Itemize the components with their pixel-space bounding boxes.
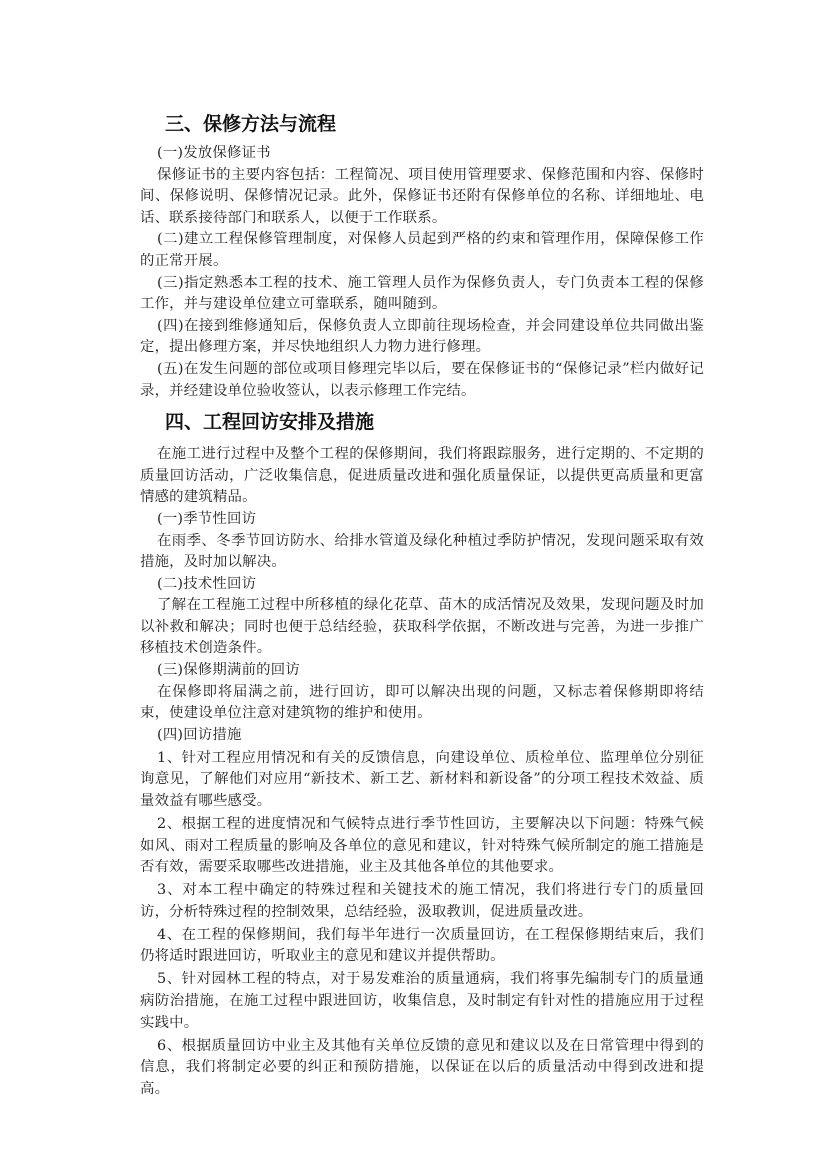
subheading: (三)保修期满前的回访 [157,662,300,679]
paragraph: 在雨季、冬季节回访防水、给排水管道及绿化种植过季防护情况，发现问题采取有效措施，及时加以解决。 [140,532,704,571]
subheading: (一)季节性回访 [157,510,257,527]
paragraph: (三)指定熟悉本工程的技术、施工管理人员作为保修负责人，专门负责本工程的保修工作，并与建设单位建立可靠联系，随叫随到。 [140,274,704,313]
document-page [140,110,704,1100]
numbered-item: 3、对本工程中确定的特殊过程和关键技术的施工情况，我们将进行专门的质量回访，分析特殊过程的控制效果，总结经验，汲取教训，促进质量改进。 [140,882,704,920]
paragraph: (二)建立工程保修管理制度，对保修人员起到严格的约束和管理作用，保障保修工作的正常开展。 [140,231,704,269]
paragraph: 在保修即将届满之前，进行回访，即可以解决出现的问题，又标志着保修期即将结束，使建设单位注意对建筑物的维护和使用。 [140,683,704,722]
paragraph: (四)在接到维修通知后，保修负责人立即前往现场检查，并会同建设单位共同做出鉴定，提出修理方案，并尽快地组织人力物力进行修理。 [140,317,704,356]
numbered-item: 5、针对园林工程的特点，对于易发难治的质量通病，我们将事先编制专门的质量通病防治措施，在施工过程中跟进回访，收集信息，及时制定有针对性的措施应用于过程实践中。 [140,971,704,1031]
numbered-item: 6、根据质量回访中业主及其他有关单位反馈的意见和建议以及在日常管理中得到的信息，我们将制定必要的纠正和预防措施，以保证在以后的质量活动中得到改进和提高。 [140,1037,704,1097]
subheading: (四)回访措施 [157,726,242,743]
paragraph: 了解在工程施工过程中所移植的绿化花草、苗木的成活情况及效果，发现问题及时加以补救和解决；同时也便于总结经验，获取科学依据，不断改进与完善，为进一步推广移植技术创造条件。 [140,597,704,657]
section-heading-revisit: 四、工程回访安排及措施 [165,411,375,434]
paragraph: 在施工进行过程中及整个工程的保修期间，我们将跟踪服务，进行定期的、不定期的质量回访活动，广泛收集信息，促进质量改进和强化质量保证，以提供更高质量和更富情感的建筑精品。 [140,446,704,506]
numbered-item: 2、根据工程的进度情况和气候特点进行季节性回访，主要解决以下问题：特殊气候如风、雨对工程质量的影响及各单位的意见和建议，针对特殊气候所制定的施工措施是否有效，需要采取哪些改进措施，业主及其他各单位的其他要求。 [140,816,704,876]
paragraph: 保修证书的主要内容包括：工程简况、项目使用管理要求、保修范围和内容、保修时间、保修说明、保修情况记录。此外，保修证书还附有保修单位的名称、详细地址、电话、联系接待部门和联系人，以便于工作联系。 [140,166,704,226]
numbered-item: 1、针对工程应用情况和有关的反馈信息，向建设单位、质检单位、监理单位分别征询意见，了解他们对应用“新技术、新工艺、新材料和新设备”的分项工程技术效益、质量效益有哪些感受。 [140,749,704,810]
subheading: (二)技术性回访 [157,575,257,592]
paragraph: (五)在发生问题的部位或项目修理完毕以后，要在保修证书的“保修记录”栏内做好记录，并经建设单位验收签认，以表示修理工作完结。 [140,360,704,399]
numbered-item: 4、在工程的保修期间，我们每半年进行一次质量回访，在工程保修期结束后，我们仍将适时跟进回访，听取业主的意见和建议并提供帮助。 [140,926,704,965]
subheading: (一)发放保修证书 [157,145,271,161]
section-heading-warranty: 三、保修方法与流程 [165,113,337,135]
